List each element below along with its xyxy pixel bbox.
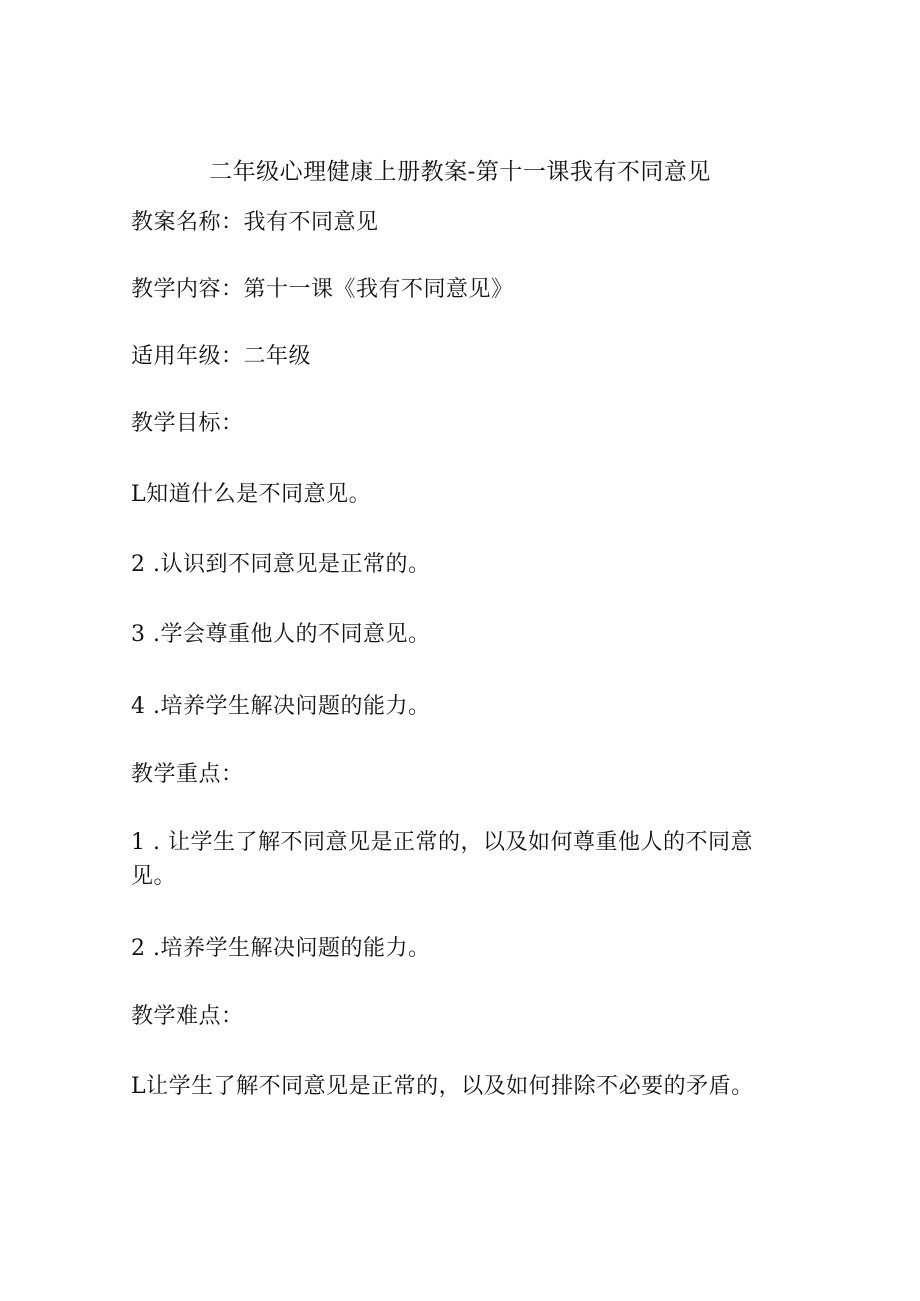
lesson-name: 教案名称：我有不同意见 xyxy=(131,210,379,235)
objective-item-3: 3 .学会尊重他人的不同意见。 xyxy=(131,622,431,647)
lesson-content: 教学内容：第十一课《我有不同意见》 xyxy=(131,277,514,302)
difficulty-item-1: L让学生了解不同意见是正常的，以及如何排除不必要的矛盾。 xyxy=(131,1074,754,1099)
objectives-heading: 教学目标： xyxy=(131,411,244,436)
objective-item-2: 2 .认识到不同意见是正常的。 xyxy=(131,552,431,577)
difficulties-heading: 教学难点： xyxy=(131,1004,244,1029)
key-points-heading: 教学重点： xyxy=(131,762,244,787)
grade-level: 适用年级：二年级 xyxy=(131,344,312,369)
objective-item-1: L知道什么是不同意见。 xyxy=(131,482,372,507)
objective-item-4: 4 .培养学生解决问题的能力。 xyxy=(131,694,431,719)
key-point-item-1: 1 . 让学生了解不同意见是正常的，以及如何尊重他人的不同意见。 xyxy=(131,830,753,889)
document-title: 二年级心理健康上册教案-第十一课我有不同意见 xyxy=(209,159,711,185)
key-point-item-2: 2 .培养学生解决问题的能力。 xyxy=(131,936,431,961)
